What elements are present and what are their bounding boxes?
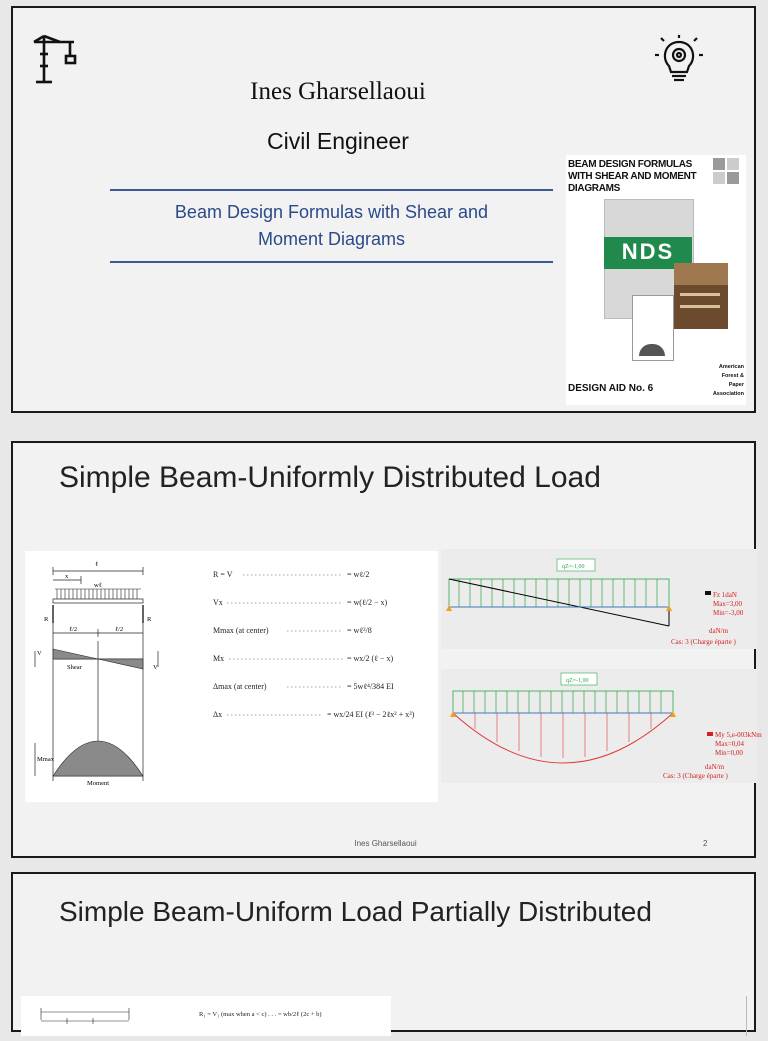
moment-legend-min: Min=0,00	[715, 749, 743, 757]
formula-2-rhs: = w(ℓ/2 − x)	[347, 598, 388, 607]
shear-label: Shear	[67, 664, 82, 671]
reaction-right-label: R	[147, 616, 152, 623]
formula-6-rhs: = wx/24 EI (ℓ³ − 2ℓx² + x³)	[327, 710, 415, 719]
title-rule-bottom	[110, 261, 553, 263]
publisher-line-3: Paper	[728, 382, 744, 388]
publisher-line-1: American	[718, 364, 744, 370]
moment-plot-svg	[441, 669, 762, 783]
moment-legend-case: Cas: 3 (Charge éparte )	[663, 772, 728, 780]
book-title-line-2: WITH SHEAR AND MOMENT	[568, 171, 697, 182]
shear-legend-title: Fz 1daN	[713, 591, 737, 599]
formula-figure-preview	[21, 996, 391, 1036]
publisher-line-4: Association	[712, 391, 744, 397]
moment-legend-unit: daN/m	[705, 763, 725, 771]
subtitle-line-1: Beam Design Formulas with Shear and	[174, 202, 489, 222]
shear-legend-unit: daN/m	[709, 627, 729, 635]
shear-result-plot	[441, 549, 757, 649]
x-label: x	[65, 573, 69, 580]
subtitle-line-2: Moment Diagrams	[257, 229, 406, 249]
publisher-line-2: Forest &	[721, 373, 744, 379]
formula-4-lhs: Mx	[213, 654, 225, 663]
slide-title: Simple Beam-Uniformly Distributed Load	[59, 461, 601, 494]
book-title-line-1: BEAM DESIGN FORMULAS	[568, 159, 693, 170]
moment-area	[53, 741, 143, 776]
moment-label: Moment	[87, 780, 110, 787]
book-corner-squares	[713, 158, 743, 186]
half-span-left-label: ℓ/2	[69, 626, 78, 633]
book-cover-image	[566, 155, 746, 405]
half-span-right-label: ℓ/2	[115, 626, 124, 633]
slide-2[interactable]	[11, 441, 762, 858]
reaction-left-label: R	[44, 616, 49, 623]
shear-legend-min: Min=-3,00	[713, 609, 744, 617]
formula-2-lhs: Vx	[213, 598, 223, 607]
author-name: Ines Gharsellaoui	[250, 78, 426, 105]
moment-legend-title: My 5,e-003kNm	[715, 731, 762, 739]
formula-1-rhs: = wℓ/2	[347, 570, 370, 579]
span-label: ℓ	[95, 561, 99, 568]
load-label: wℓ	[94, 582, 102, 589]
shear-area-right	[98, 659, 143, 669]
mmax-label: Mmax	[37, 756, 54, 763]
book-title-line-3: DIAGRAMS	[568, 183, 621, 194]
moment-result-plot	[441, 669, 762, 783]
nds-logo: NDS	[604, 237, 692, 269]
formula-3-rhs: = wℓ²/8	[347, 626, 372, 635]
formula-3-lhs: Mmax (at center)	[213, 626, 269, 635]
crane-icon	[30, 34, 82, 84]
shear-legend-case: Cas: 3 (Charge éparte )	[671, 638, 736, 646]
book-design-aid: DESIGN AID No. 6	[568, 383, 654, 394]
beam-formula-figure	[25, 551, 438, 802]
formula-list	[213, 570, 415, 719]
partial-load-svg	[21, 996, 391, 1036]
moment-load-tag: qZ=-1,00	[566, 678, 589, 684]
formula-6-lhs: Δx	[213, 710, 223, 719]
page-number: 2	[703, 839, 708, 848]
beam-diagram-svg	[25, 551, 438, 802]
v-right-label: V	[153, 664, 158, 671]
moment-legend-max: Max=0,04	[715, 740, 745, 748]
book-diagram-thumb	[632, 295, 674, 361]
shear-plot-svg	[441, 549, 757, 649]
right-image-edge	[746, 996, 747, 1036]
book-publisher	[702, 363, 744, 399]
shear-line	[449, 579, 669, 626]
author-role: Civil Engineer	[267, 128, 409, 154]
slide-1[interactable]	[11, 6, 756, 413]
formula-1-lhs: R = V	[213, 570, 233, 579]
shear-load-tag: qZ=-1,00	[562, 564, 585, 570]
title-rule-top	[110, 189, 553, 191]
book-photo	[674, 263, 728, 329]
slide-3[interactable]	[11, 872, 756, 1032]
reaction-formula: R₁ = V₁ (max when a < c) . . . = wb/2ℓ (2c + b)	[199, 1011, 322, 1018]
presentation-subtitle	[110, 199, 553, 253]
v-left-label: V	[37, 650, 42, 657]
formula-5-lhs: Δmax (at center)	[213, 682, 267, 691]
formula-4-rhs: = wx/2 (ℓ − x)	[347, 654, 394, 663]
formula-5-rhs: = 5wℓ⁴/384 EI	[347, 682, 394, 691]
slide-footer: Ines Gharsellaoui	[354, 839, 417, 848]
shear-area-left	[53, 649, 98, 659]
slide-title: Simple Beam-Uniform Load Partially Distributed	[59, 896, 652, 927]
shear-legend-max: Max=3,00	[713, 600, 743, 608]
